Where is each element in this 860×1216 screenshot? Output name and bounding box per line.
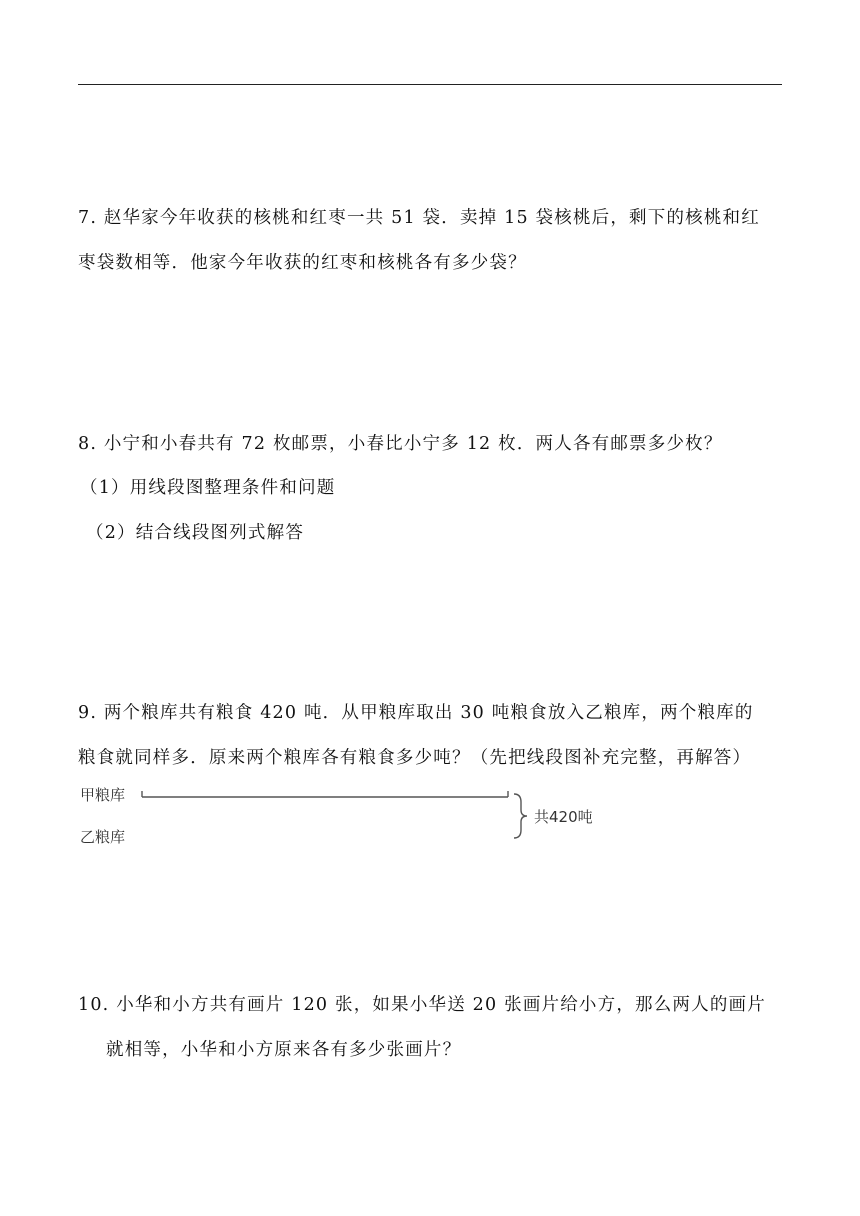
question-10-line-1: 10. 小华和小方共有画片 120 张，如果小华送 20 张画片给小方，那么两人的画片 — [78, 995, 766, 1015]
question-9-line-2: 粮食就同样多．原来两个粮库各有粮食多少吨？（先把线段图补充完整，再解答） — [78, 748, 752, 768]
diagram-label-granary-a: 甲粮库 — [80, 786, 126, 804]
question-7-line-2: 枣袋数相等．他家今年收获的红枣和核桃各有多少袋？ — [78, 253, 527, 273]
question-10-line-2: 就相等，小华和小方原来各有多少张画片？ — [106, 1040, 462, 1060]
question-9-line-1: 9. 两个粮库共有粮食 420 吨．从甲粮库取出 30 吨粮食放入乙粮库，两个粮库的 — [78, 703, 754, 723]
header-rule — [78, 84, 782, 85]
question-8-sub-1: （1）用线段图整理条件和问题 — [80, 478, 336, 498]
question-7-line-1: 7. 赵华家今年收获的核桃和红枣一共 51 袋．卖掉 15 袋核桃后，剩下的核桃和红 — [78, 208, 760, 228]
question-8-line-1: 8. 小宁和小春共有 72 枚邮票，小春比小宁多 12 枚．两人各有邮票多少枚？ — [78, 434, 723, 454]
diagram-label-granary-b: 乙粮库 — [80, 828, 126, 846]
question-8-sub-2: （2）结合线段图列式解答 — [86, 523, 305, 543]
diagram-total-label: 共420吨 — [534, 808, 593, 826]
segment-diagram — [78, 780, 638, 850]
total-brace-icon — [514, 794, 527, 838]
